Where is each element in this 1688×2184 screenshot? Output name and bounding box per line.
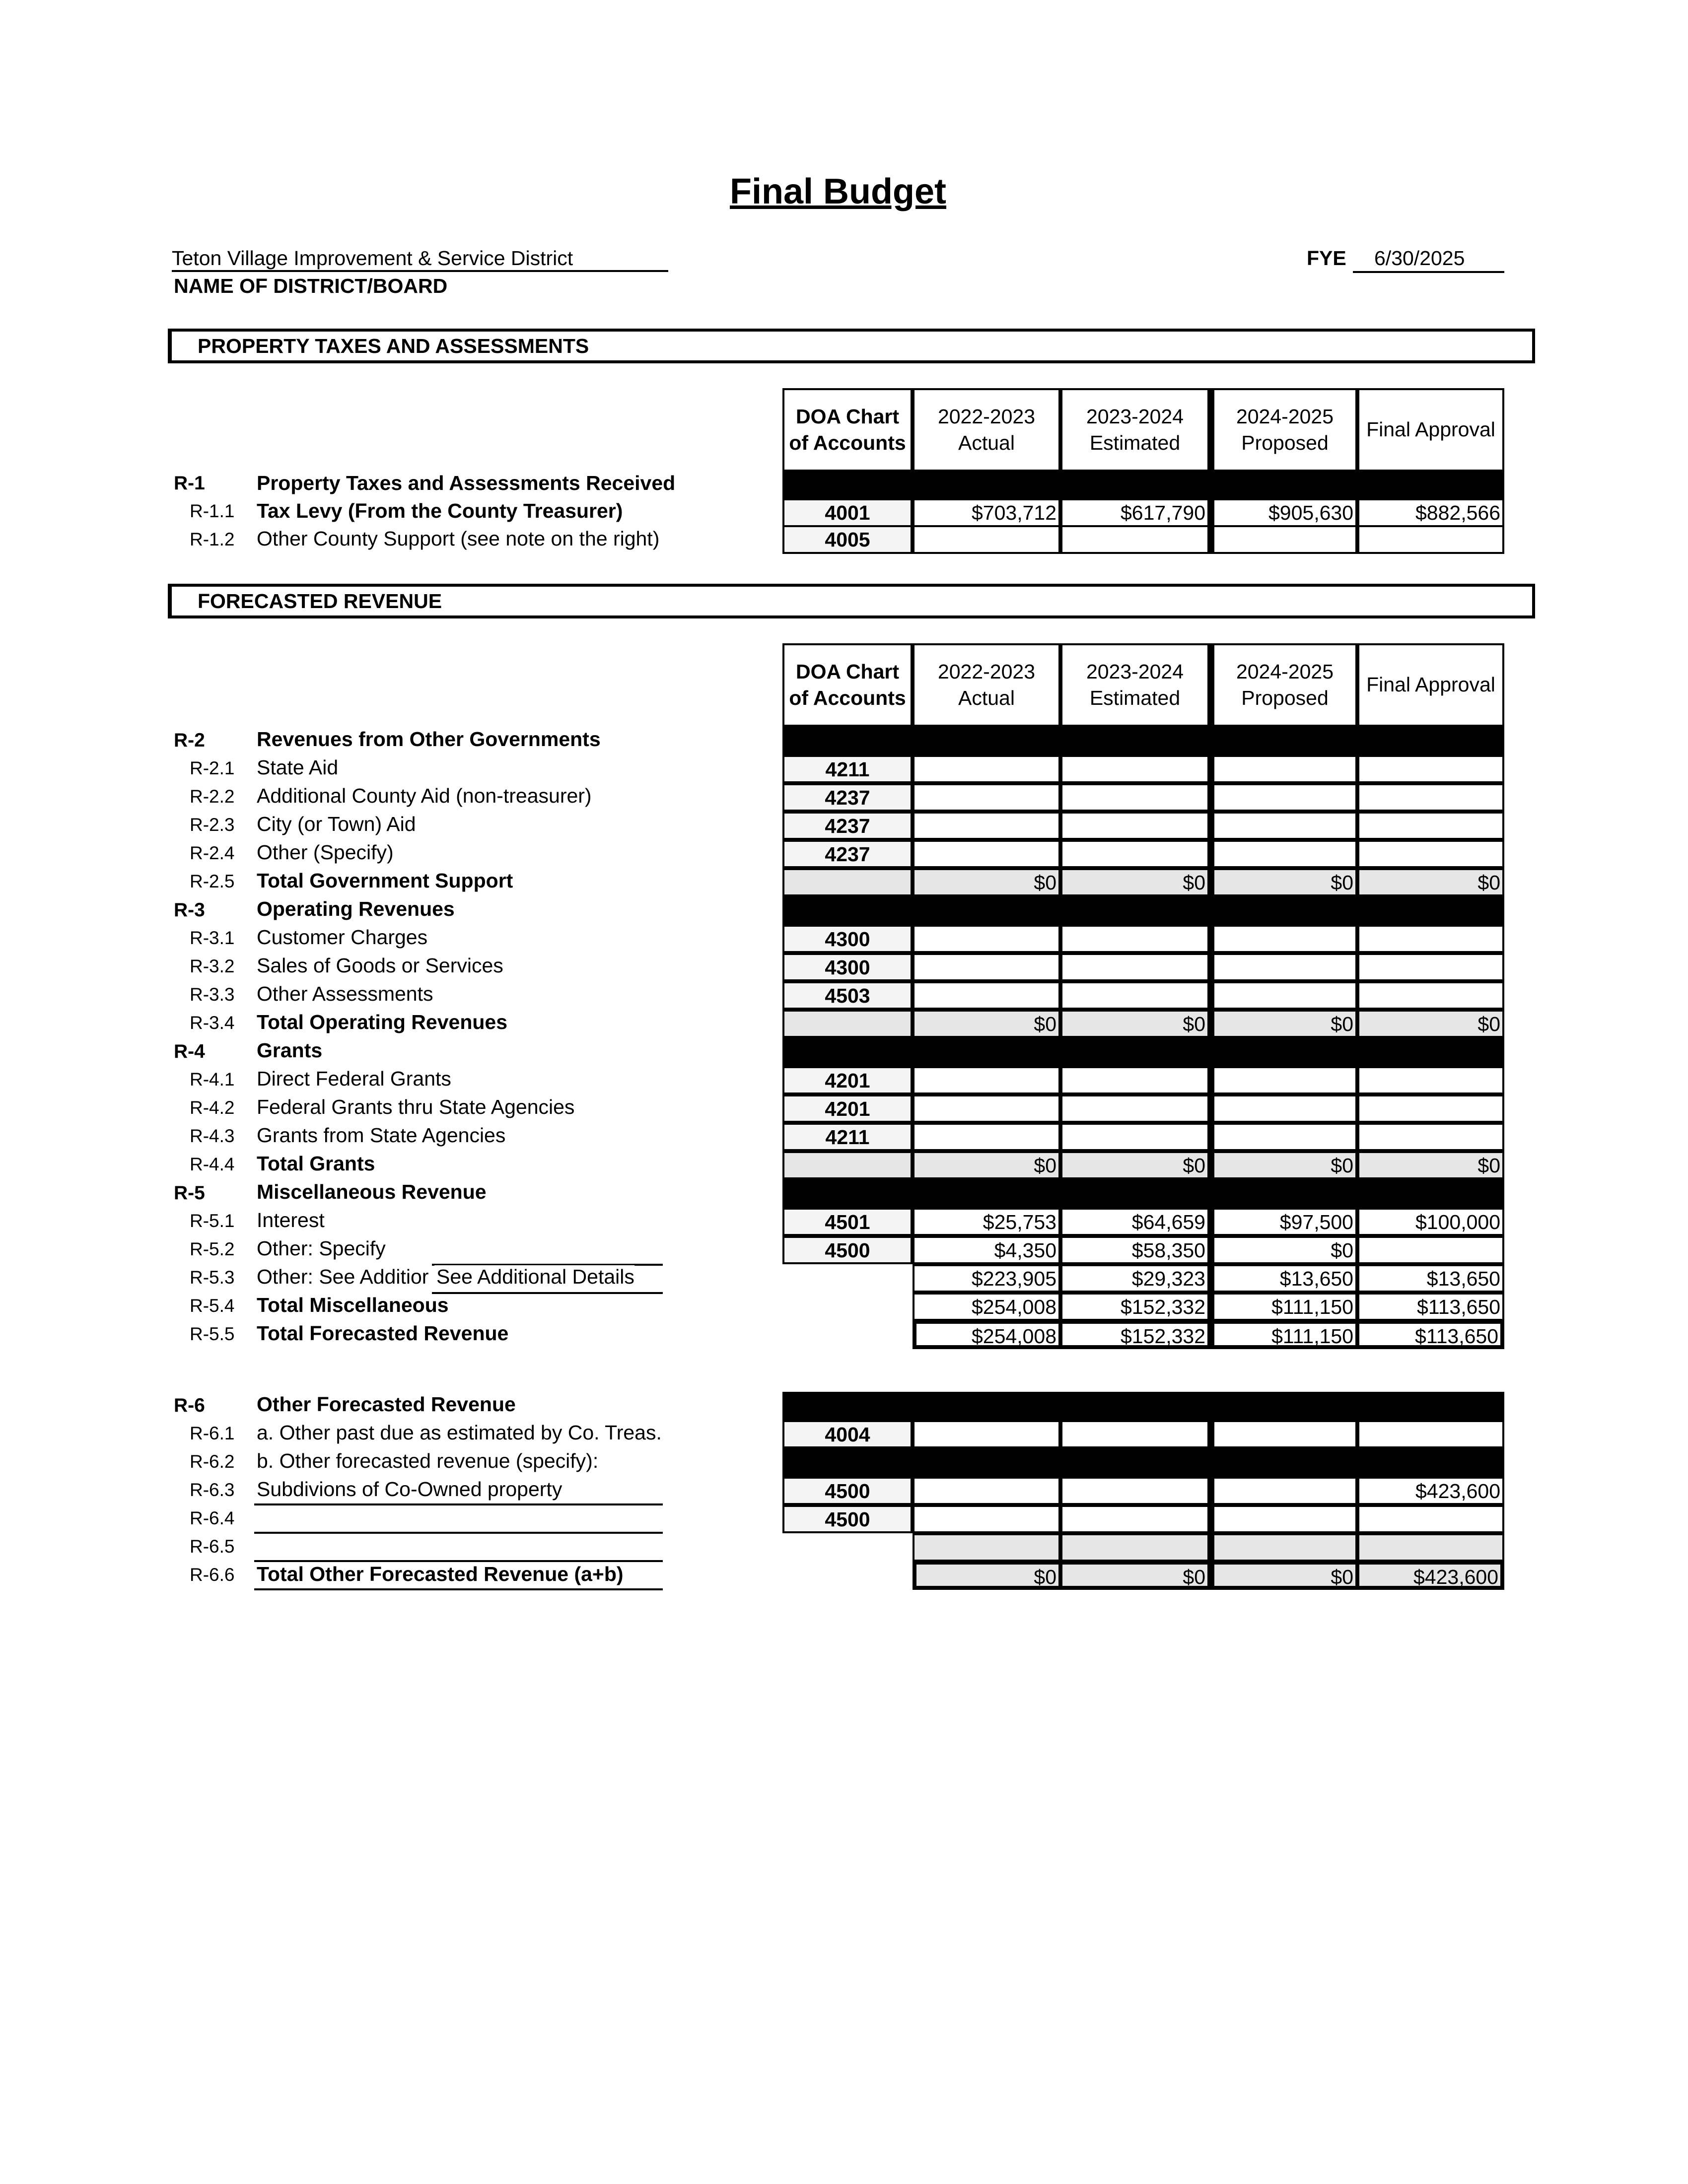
row-id: R-1.1 xyxy=(190,501,235,521)
row-label: Total Grants xyxy=(257,1152,375,1175)
section-black-bar xyxy=(782,1038,1504,1066)
row-label: Operating Revenues xyxy=(257,897,455,920)
value-final[interactable] xyxy=(1357,812,1504,840)
value-final[interactable] xyxy=(1357,1236,1504,1264)
value-final[interactable]: $13,650 xyxy=(1357,1264,1504,1293)
col-header-estimated xyxy=(1060,643,1209,727)
row-id: R-6.2 xyxy=(190,1451,235,1472)
row-id: R-6.5 xyxy=(190,1536,235,1557)
col-header-final: Final Approval xyxy=(1357,643,1504,727)
col-header-actual xyxy=(913,388,1060,472)
row-id: R-5.2 xyxy=(190,1239,235,1259)
value-actual[interactable]: $4,350 xyxy=(913,1236,1060,1264)
value-proposed[interactable] xyxy=(1209,812,1357,840)
district-name-underline xyxy=(172,270,668,272)
value-actual[interactable] xyxy=(913,981,1060,1010)
value-final[interactable]: $113,650 xyxy=(1357,1321,1504,1349)
proposed-line1: 2024-2025 xyxy=(1236,660,1334,683)
row-id: R-2 xyxy=(174,730,205,751)
value-proposed[interactable] xyxy=(1209,840,1357,868)
value-proposed[interactable] xyxy=(1209,1477,1357,1505)
value-estimated[interactable]: $29,323 xyxy=(1060,1264,1209,1293)
row-id: R-2.4 xyxy=(190,843,235,863)
proposed-line2: Proposed xyxy=(1241,431,1329,454)
col-header-doa xyxy=(782,388,913,472)
value-proposed[interactable]: $111,150 xyxy=(1209,1293,1357,1321)
value-estimated[interactable] xyxy=(1060,1123,1209,1151)
row-label: Property Taxes and Assessments Received xyxy=(257,472,676,494)
value-final[interactable]: $0 xyxy=(1357,1151,1504,1179)
row-label: Other Forecasted Revenue xyxy=(257,1393,516,1416)
row-id: R-6.4 xyxy=(190,1508,235,1528)
value-proposed[interactable]: $0 xyxy=(1209,1562,1357,1590)
account-code: 4237 xyxy=(782,783,913,812)
row-id: R-4.1 xyxy=(190,1069,235,1090)
account-code: 4500 xyxy=(782,1505,913,1533)
row-label: Other: Specify xyxy=(257,1237,386,1260)
row-id: R-3.2 xyxy=(190,956,235,976)
row-label: Sales of Goods or Services xyxy=(257,954,503,977)
account-code: 4237 xyxy=(782,812,913,840)
estimated-line2: Estimated xyxy=(1089,686,1181,709)
section-black-bar xyxy=(782,1448,1504,1477)
value-proposed[interactable] xyxy=(1209,953,1357,981)
actual-line1: 2022-2023 xyxy=(937,405,1036,428)
value-final[interactable] xyxy=(1357,1094,1504,1123)
actual-line2: Actual xyxy=(958,686,1015,709)
fye-label: FYE xyxy=(1307,247,1346,270)
section-black-bar xyxy=(782,1392,1504,1420)
actual-line1: 2022-2023 xyxy=(937,660,1036,683)
row-label: Total Miscellaneous xyxy=(257,1294,449,1316)
value-proposed[interactable] xyxy=(1209,981,1357,1010)
row-label: Other: See Additior xyxy=(257,1265,429,1288)
col-header-final: Final Approval xyxy=(1357,388,1504,472)
value-final[interactable]: $100,000 xyxy=(1357,1208,1504,1236)
row-label: State Aid xyxy=(257,756,339,779)
value-actual[interactable] xyxy=(913,755,1060,783)
account-code: 4004 xyxy=(782,1420,913,1448)
doa-line2: of Accounts xyxy=(789,431,906,454)
row-label: b. Other forecasted revenue (specify): xyxy=(257,1449,599,1472)
col-header-proposed xyxy=(1209,388,1357,472)
value-actual[interactable] xyxy=(913,1094,1060,1123)
value-actual[interactable]: $0 xyxy=(913,1562,1060,1590)
col-header-estimated xyxy=(1060,388,1209,472)
value-actual[interactable] xyxy=(913,1123,1060,1151)
value-proposed[interactable]: $13,650 xyxy=(1209,1264,1357,1293)
value-proposed[interactable] xyxy=(1209,1420,1357,1448)
section-property-taxes: PROPERTY TAXES AND ASSESSMENTS xyxy=(168,329,1535,363)
fye-value: 6/30/2025 xyxy=(1374,247,1465,270)
row-id: R-4.2 xyxy=(190,1097,235,1118)
value-actual[interactable]: $0 xyxy=(913,1151,1060,1179)
write-in-underline xyxy=(254,1503,663,1505)
value-proposed[interactable]: $0 xyxy=(1209,1010,1357,1038)
value-proposed[interactable] xyxy=(1209,925,1357,953)
value-proposed[interactable] xyxy=(1209,1533,1357,1562)
row-id: R-2.3 xyxy=(190,815,235,835)
estimated-line1: 2023-2024 xyxy=(1086,405,1184,428)
row-label: Tax Levy (From the County Treasurer) xyxy=(257,499,623,522)
value-proposed[interactable] xyxy=(1209,1066,1357,1094)
row-id: R-6.3 xyxy=(190,1480,235,1500)
value-proposed[interactable] xyxy=(1209,1094,1357,1123)
page-title: Final Budget xyxy=(730,172,946,211)
account-code: 4500 xyxy=(782,1477,913,1505)
section-black-bar xyxy=(782,727,1504,755)
value-final[interactable] xyxy=(1357,1066,1504,1094)
row-id: R-5.5 xyxy=(190,1324,235,1344)
row-label: Direct Federal Grants xyxy=(257,1067,451,1090)
value-proposed[interactable] xyxy=(1209,1123,1357,1151)
value-final[interactable]: $882,566 xyxy=(1357,498,1504,527)
row-id: R-5 xyxy=(174,1182,205,1204)
value-final[interactable]: $0 xyxy=(1357,1010,1504,1038)
row-label: Grants xyxy=(257,1039,323,1062)
value-actual[interactable] xyxy=(913,1505,1060,1533)
estimated-line2: Estimated xyxy=(1089,431,1181,454)
value-final[interactable] xyxy=(1357,783,1504,812)
district-caption: NAME OF DISTRICT/BOARD xyxy=(174,274,448,297)
row-label: Total Forecasted Revenue xyxy=(257,1322,509,1345)
value-final[interactable] xyxy=(1357,981,1504,1010)
value-estimated[interactable] xyxy=(1060,1533,1209,1562)
account-code: 4201 xyxy=(782,1066,913,1094)
doa-line2: of Accounts xyxy=(789,686,906,709)
row-label: Customer Charges xyxy=(257,926,428,949)
value-final[interactable] xyxy=(1357,755,1504,783)
account-code: 4500 xyxy=(782,1236,913,1264)
value-final[interactable]: $0 xyxy=(1357,868,1504,896)
row-id: R-1 xyxy=(174,473,205,494)
value-estimated[interactable] xyxy=(1060,783,1209,812)
row-label: Other Assessments xyxy=(257,982,433,1005)
value-actual[interactable] xyxy=(913,1420,1060,1448)
value-estimated[interactable] xyxy=(1060,755,1209,783)
value-estimated[interactable]: $617,790 xyxy=(1060,498,1209,527)
value-estimated[interactable] xyxy=(1060,1477,1209,1505)
row-label: Other County Support (see note on the right) xyxy=(257,527,660,550)
account-code-blank xyxy=(782,868,913,896)
row-id: R-5.3 xyxy=(190,1267,235,1288)
value-final[interactable]: $113,650 xyxy=(1357,1293,1504,1321)
value-estimated[interactable] xyxy=(1060,1066,1209,1094)
value-proposed[interactable]: $905,630 xyxy=(1209,498,1357,527)
account-code: 4001 xyxy=(782,498,913,527)
value-actual[interactable]: $0 xyxy=(913,868,1060,896)
row-id: R-1.2 xyxy=(190,529,235,549)
account-code-blank xyxy=(782,1151,913,1179)
row-id: R-2.2 xyxy=(190,786,235,807)
value-actual[interactable] xyxy=(913,783,1060,812)
write-in-underline xyxy=(254,1532,663,1534)
account-code: 4005 xyxy=(782,525,913,554)
value-actual[interactable] xyxy=(913,1066,1060,1094)
col-header-proposed xyxy=(1209,643,1357,727)
row-id: R-3.4 xyxy=(190,1013,235,1033)
value-final[interactable] xyxy=(1357,925,1504,953)
district-name: Teton Village Improvement & Service District xyxy=(172,247,573,270)
value-estimated[interactable]: $64,659 xyxy=(1060,1208,1209,1236)
account-code-blank xyxy=(782,1010,913,1038)
account-code: 4211 xyxy=(782,1123,913,1151)
value-final[interactable] xyxy=(1357,1123,1504,1151)
actual-line2: Actual xyxy=(958,431,1015,454)
account-code: 4211 xyxy=(782,755,913,783)
row-label: Miscellaneous Revenue xyxy=(257,1180,487,1203)
value-actual[interactable]: $254,008 xyxy=(913,1293,1060,1321)
account-code: 4201 xyxy=(782,1094,913,1123)
col-header-actual xyxy=(913,643,1060,727)
value-estimated[interactable]: $152,332 xyxy=(1060,1321,1209,1349)
value-final[interactable]: $423,600 xyxy=(1357,1562,1504,1590)
value-proposed[interactable] xyxy=(1209,755,1357,783)
row-label: a. Other past due as estimated by Co. Treas. xyxy=(257,1421,662,1444)
value-estimated[interactable]: $58,350 xyxy=(1060,1236,1209,1264)
row-label: Total Operating Revenues xyxy=(257,1011,508,1033)
proposed-line1: 2024-2025 xyxy=(1236,405,1334,428)
value-estimated[interactable]: $0 xyxy=(1060,1562,1209,1590)
fye-underline xyxy=(1353,271,1504,273)
doa-line1: DOA Chart xyxy=(795,660,900,683)
section-black-bar xyxy=(782,472,1504,498)
row-id: R-4.3 xyxy=(190,1126,235,1146)
row-label: Revenues from Other Governments xyxy=(257,728,601,751)
row-id: R-2.1 xyxy=(190,758,235,778)
account-code: 4300 xyxy=(782,953,913,981)
row-id: R-6.1 xyxy=(190,1423,235,1443)
account-code: 4300 xyxy=(782,925,913,953)
proposed-line2: Proposed xyxy=(1241,686,1329,709)
value-final[interactable]: $423,600 xyxy=(1357,1477,1504,1505)
row-id: R-3 xyxy=(174,899,205,921)
value-estimated[interactable]: $0 xyxy=(1060,1151,1209,1179)
col-header-doa xyxy=(782,643,913,727)
value-estimated[interactable] xyxy=(1060,1420,1209,1448)
value-actual[interactable] xyxy=(913,1477,1060,1505)
value-estimated[interactable] xyxy=(1060,1094,1209,1123)
value-final[interactable] xyxy=(1357,1420,1504,1448)
value-estimated[interactable]: $0 xyxy=(1060,1010,1209,1038)
row-id: R-6.6 xyxy=(190,1565,235,1585)
value-estimated[interactable] xyxy=(1060,812,1209,840)
row-label: Federal Grants thru State Agencies xyxy=(257,1095,575,1118)
row-label: Total Other Forecasted Revenue (a+b) xyxy=(257,1563,624,1585)
value-estimated[interactable] xyxy=(1060,981,1209,1010)
row-id: R-3.3 xyxy=(190,984,235,1005)
value-actual[interactable] xyxy=(913,840,1060,868)
row-label: Total Government Support xyxy=(257,869,513,892)
value-estimated[interactable]: $152,332 xyxy=(1060,1293,1209,1321)
value-estimated[interactable]: $0 xyxy=(1060,868,1209,896)
value-proposed[interactable] xyxy=(1209,1505,1357,1533)
write-in-underline xyxy=(254,1560,663,1562)
value-final[interactable] xyxy=(1357,1533,1504,1562)
row-label: Grants from State Agencies xyxy=(257,1124,506,1147)
value-actual[interactable]: $703,712 xyxy=(913,498,1060,527)
row-id: R-4 xyxy=(174,1041,205,1062)
value-estimated[interactable] xyxy=(1060,925,1209,953)
value-final[interactable] xyxy=(1357,840,1504,868)
value-final[interactable] xyxy=(1357,953,1504,981)
value-proposed[interactable]: $0 xyxy=(1209,1151,1357,1179)
value-proposed[interactable] xyxy=(1209,525,1357,554)
section-black-bar xyxy=(782,1179,1504,1208)
row-id: R-6 xyxy=(174,1395,205,1416)
additional-details-text: See Additional Details xyxy=(434,1265,634,1289)
doa-line1: DOA Chart xyxy=(795,405,900,428)
account-code: 4501 xyxy=(782,1208,913,1236)
value-estimated[interactable] xyxy=(1060,840,1209,868)
account-code: 4237 xyxy=(782,840,913,868)
value-estimated[interactable] xyxy=(1060,1505,1209,1533)
value-actual[interactable] xyxy=(913,925,1060,953)
value-actual[interactable] xyxy=(913,953,1060,981)
value-proposed[interactable] xyxy=(1209,783,1357,812)
value-actual[interactable]: $223,905 xyxy=(913,1264,1060,1293)
value-actual[interactable]: $254,008 xyxy=(913,1321,1060,1349)
row-id: R-3.1 xyxy=(190,928,235,948)
value-final[interactable] xyxy=(1357,525,1504,554)
value-actual[interactable]: $25,753 xyxy=(913,1208,1060,1236)
value-proposed[interactable]: $0 xyxy=(1209,868,1357,896)
value-proposed[interactable]: $97,500 xyxy=(1209,1208,1357,1236)
value-actual[interactable]: $0 xyxy=(913,1010,1060,1038)
write-in-underline xyxy=(254,1588,663,1590)
row-id: R-5.4 xyxy=(190,1296,235,1316)
section-forecasted-revenue: FORECASTED REVENUE xyxy=(168,584,1535,618)
row-label: City (or Town) Aid xyxy=(257,813,416,835)
value-proposed[interactable]: $111,150 xyxy=(1209,1321,1357,1349)
value-actual[interactable] xyxy=(913,525,1060,554)
row-id: R-4.4 xyxy=(190,1154,235,1174)
row-label: Interest xyxy=(257,1209,325,1231)
row-label: Other (Specify) xyxy=(257,841,394,864)
row-id: R-2.5 xyxy=(190,871,235,891)
specify-underline xyxy=(432,1292,663,1294)
row-label: Subdivions of Co-Owned property xyxy=(257,1478,563,1501)
value-estimated[interactable] xyxy=(1060,525,1209,554)
estimated-line1: 2023-2024 xyxy=(1086,660,1184,683)
value-actual[interactable] xyxy=(913,812,1060,840)
section-black-bar xyxy=(782,896,1504,925)
value-proposed[interactable]: $0 xyxy=(1209,1236,1357,1264)
row-label: Additional County Aid (non-treasurer) xyxy=(257,784,592,807)
value-final[interactable] xyxy=(1357,1505,1504,1533)
account-code: 4503 xyxy=(782,981,913,1010)
value-estimated[interactable] xyxy=(1060,953,1209,981)
row-id: R-5.1 xyxy=(190,1211,235,1231)
value-actual[interactable] xyxy=(913,1533,1060,1562)
